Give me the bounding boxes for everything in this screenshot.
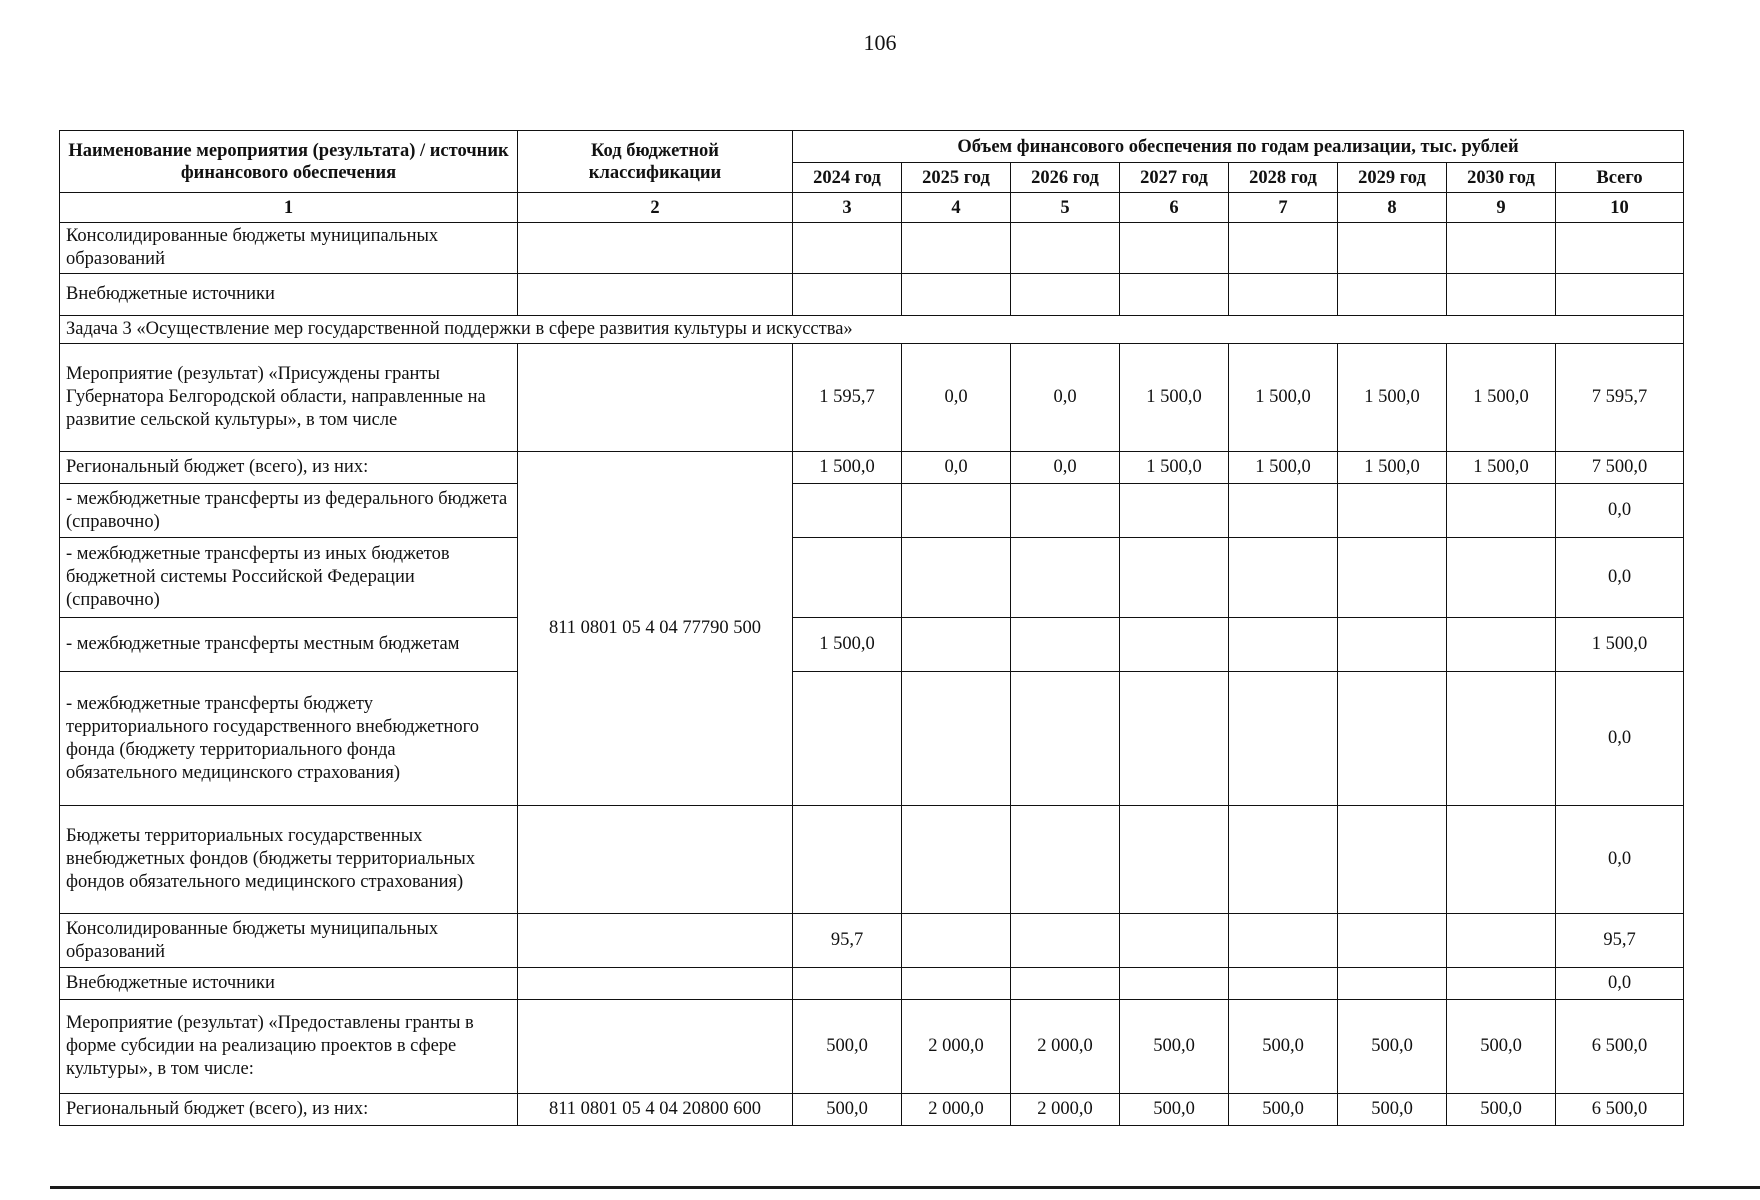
column-number: 2 (518, 193, 793, 223)
row-value (1120, 914, 1229, 968)
row-value (1120, 223, 1229, 274)
row-value (793, 672, 902, 806)
row-code (518, 274, 793, 316)
table-row (60, 968, 1684, 1000)
row-value (1229, 618, 1338, 672)
row-value (1338, 538, 1447, 618)
header-year: 2026 год (1011, 163, 1120, 193)
row-value (1229, 484, 1338, 538)
row-value: 95,7 (1556, 914, 1684, 968)
table-row (60, 223, 1684, 274)
row-code (518, 223, 793, 274)
row-code: 811 0801 05 4 04 20800 600 (518, 1094, 793, 1126)
row-value: 1 500,0 (1338, 344, 1447, 452)
row-value (1011, 968, 1120, 1000)
row-value (1338, 806, 1447, 914)
budget-code-cell: 811 0801 05 4 04 77790 500 (518, 452, 793, 806)
row-code (518, 344, 793, 452)
row-value (1011, 484, 1120, 538)
row-value (1447, 806, 1556, 914)
page-number: 106 (863, 30, 897, 55)
row-value (793, 968, 902, 1000)
header-volume: Объем финансового обеспечения по годам реализации, тыс. рублей (793, 131, 1684, 163)
row-value: 500,0 (793, 1000, 902, 1094)
table-row (60, 618, 1684, 672)
table-row (60, 538, 1684, 618)
row-value: 1 595,7 (793, 344, 902, 452)
row-value: 500,0 (1120, 1094, 1229, 1126)
row-value (1120, 274, 1229, 316)
row-code (518, 1000, 793, 1094)
row-value (1120, 484, 1229, 538)
row-value (1556, 274, 1684, 316)
row-code (518, 968, 793, 1000)
row-value: 0,0 (1556, 806, 1684, 914)
row-value: 0,0 (1556, 538, 1684, 618)
budget-table (59, 130, 1684, 1126)
row-value (793, 223, 902, 274)
row-value (1338, 914, 1447, 968)
row-value (1447, 672, 1556, 806)
row-value: 500,0 (1120, 1000, 1229, 1094)
row-value: 7 500,0 (1556, 452, 1684, 484)
header-code: Код бюджетной классификации (518, 131, 793, 193)
table-row (60, 914, 1684, 968)
row-value: 95,7 (793, 914, 902, 968)
row-value (1011, 618, 1120, 672)
header-total: Всего (1556, 163, 1684, 193)
row-value (1011, 274, 1120, 316)
row-value (902, 672, 1011, 806)
table-row (60, 1094, 1684, 1126)
row-value (1120, 538, 1229, 618)
row-value (1011, 672, 1120, 806)
row-value (902, 968, 1011, 1000)
task-row (60, 316, 1684, 344)
row-value (1120, 672, 1229, 806)
table-row (60, 806, 1684, 914)
row-value: 2 000,0 (902, 1000, 1011, 1094)
row-value: 2 000,0 (902, 1094, 1011, 1126)
table-row (60, 452, 1684, 484)
row-value (902, 914, 1011, 968)
row-value (1338, 484, 1447, 538)
row-value: 0,0 (902, 452, 1011, 484)
row-value (1338, 223, 1447, 274)
column-number: 9 (1447, 193, 1556, 223)
row-value: 500,0 (1338, 1094, 1447, 1126)
row-value: 1 500,0 (793, 618, 902, 672)
row-name: Региональный бюджет (всего), из них: (60, 452, 518, 484)
row-value: 500,0 (1229, 1000, 1338, 1094)
header-year: 2027 год (1120, 163, 1229, 193)
row-value (1229, 223, 1338, 274)
column-number: 3 (793, 193, 902, 223)
row-name: Мероприятие (результат) «Предоставлены гранты в форме субсидии на реализацию проектов в сфере культуры», в том числе: (60, 1000, 518, 1094)
row-name: Внебюджетные источники (60, 274, 518, 316)
row-value (902, 806, 1011, 914)
column-number: 1 (60, 193, 518, 223)
row-name: Бюджеты территориальных государственных внебюджетных фондов (бюджеты территориальных фондов обязательного медицинского страхования) (60, 806, 518, 914)
row-value (1011, 806, 1120, 914)
table-row (60, 1000, 1684, 1094)
row-value (902, 274, 1011, 316)
column-number: 10 (1556, 193, 1684, 223)
column-number: 4 (902, 193, 1011, 223)
row-code (518, 806, 793, 914)
row-value (1011, 914, 1120, 968)
row-value (1338, 672, 1447, 806)
header-year: 2025 год (902, 163, 1011, 193)
row-value: 2 000,0 (1011, 1094, 1120, 1126)
row-value (1229, 914, 1338, 968)
row-name: Консолидированные бюджеты муниципальных образований (60, 223, 518, 274)
row-value (1556, 223, 1684, 274)
row-value (1229, 672, 1338, 806)
row-value (902, 538, 1011, 618)
scan-edge-line (50, 1186, 1760, 1189)
row-value (1447, 968, 1556, 1000)
header-year: 2030 год (1447, 163, 1556, 193)
row-value: 1 500,0 (1120, 452, 1229, 484)
row-value: 6 500,0 (1556, 1094, 1684, 1126)
header-year: 2028 год (1229, 163, 1338, 193)
row-value (1120, 618, 1229, 672)
row-value: 1 500,0 (1447, 452, 1556, 484)
table-row (60, 484, 1684, 538)
row-value (1338, 968, 1447, 1000)
row-value (902, 484, 1011, 538)
row-value (902, 618, 1011, 672)
row-value: 1 500,0 (1338, 452, 1447, 484)
row-value: 500,0 (1338, 1000, 1447, 1094)
row-code (518, 914, 793, 968)
row-name: - межбюджетные трансферты из иных бюджетов бюджетной системы Российской Федерации (справочно) (60, 538, 518, 618)
row-value (1229, 538, 1338, 618)
row-value: 0,0 (902, 344, 1011, 452)
header-year: 2024 год (793, 163, 902, 193)
column-number: 6 (1120, 193, 1229, 223)
row-name: Внебюджетные источники (60, 968, 518, 1000)
row-value (1120, 806, 1229, 914)
header-name: Наименование мероприятия (результата) / источник финансового обеспечения (60, 131, 518, 193)
row-value (1229, 968, 1338, 1000)
row-value (1120, 968, 1229, 1000)
row-value (793, 274, 902, 316)
row-value: 0,0 (1556, 968, 1684, 1000)
row-value (1447, 223, 1556, 274)
budget-sheet (59, 130, 1683, 1126)
row-value (1447, 538, 1556, 618)
row-value (1011, 223, 1120, 274)
row-value: 1 500,0 (1229, 344, 1338, 452)
row-value: 500,0 (1229, 1094, 1338, 1126)
row-value: 1 500,0 (1229, 452, 1338, 484)
row-value: 500,0 (793, 1094, 902, 1126)
row-value: 1 500,0 (1120, 344, 1229, 452)
row-value: 0,0 (1011, 344, 1120, 452)
row-value: 500,0 (1447, 1000, 1556, 1094)
table-row (60, 672, 1684, 806)
row-value (1447, 618, 1556, 672)
row-value (793, 538, 902, 618)
task-title: Задача 3 «Осуществление мер государственной поддержки в сфере развития культуры и искусства» (60, 316, 1684, 344)
row-value: 0,0 (1556, 484, 1684, 538)
row-value: 6 500,0 (1556, 1000, 1684, 1094)
column-number: 8 (1338, 193, 1447, 223)
row-value: 0,0 (1556, 672, 1684, 806)
row-name: - межбюджетные трансферты бюджету территориального государственного внебюджетного фонда (бюджету территориального фонда обязательного медицинского страхования) (60, 672, 518, 806)
row-value (793, 484, 902, 538)
row-name: Региональный бюджет (всего), из них: (60, 1094, 518, 1126)
row-value: 1 500,0 (1556, 618, 1684, 672)
row-value (1447, 484, 1556, 538)
row-value: 500,0 (1447, 1094, 1556, 1126)
row-value: 7 595,7 (1556, 344, 1684, 452)
row-name: Мероприятие (результат) «Присуждены гранты Губернатора Белгородской области, направленные на развитие сельской культуры», в том числе (60, 344, 518, 452)
row-value (1229, 806, 1338, 914)
row-value (1229, 274, 1338, 316)
row-value: 1 500,0 (1447, 344, 1556, 452)
row-value (1447, 274, 1556, 316)
row-value: 2 000,0 (1011, 1000, 1120, 1094)
column-number: 7 (1229, 193, 1338, 223)
row-value (1338, 618, 1447, 672)
row-value (1447, 914, 1556, 968)
row-name: Консолидированные бюджеты муниципальных образований (60, 914, 518, 968)
row-value: 0,0 (1011, 452, 1120, 484)
row-value: 1 500,0 (793, 452, 902, 484)
row-name: - межбюджетные трансферты местным бюджетам (60, 618, 518, 672)
row-value (1011, 538, 1120, 618)
header-year: 2029 год (1338, 163, 1447, 193)
row-value (793, 806, 902, 914)
row-value (1338, 274, 1447, 316)
row-name: - межбюджетные трансферты из федерального бюджета (справочно) (60, 484, 518, 538)
row-value (902, 223, 1011, 274)
table-row (60, 274, 1684, 316)
table-row (60, 344, 1684, 452)
column-number: 5 (1011, 193, 1120, 223)
